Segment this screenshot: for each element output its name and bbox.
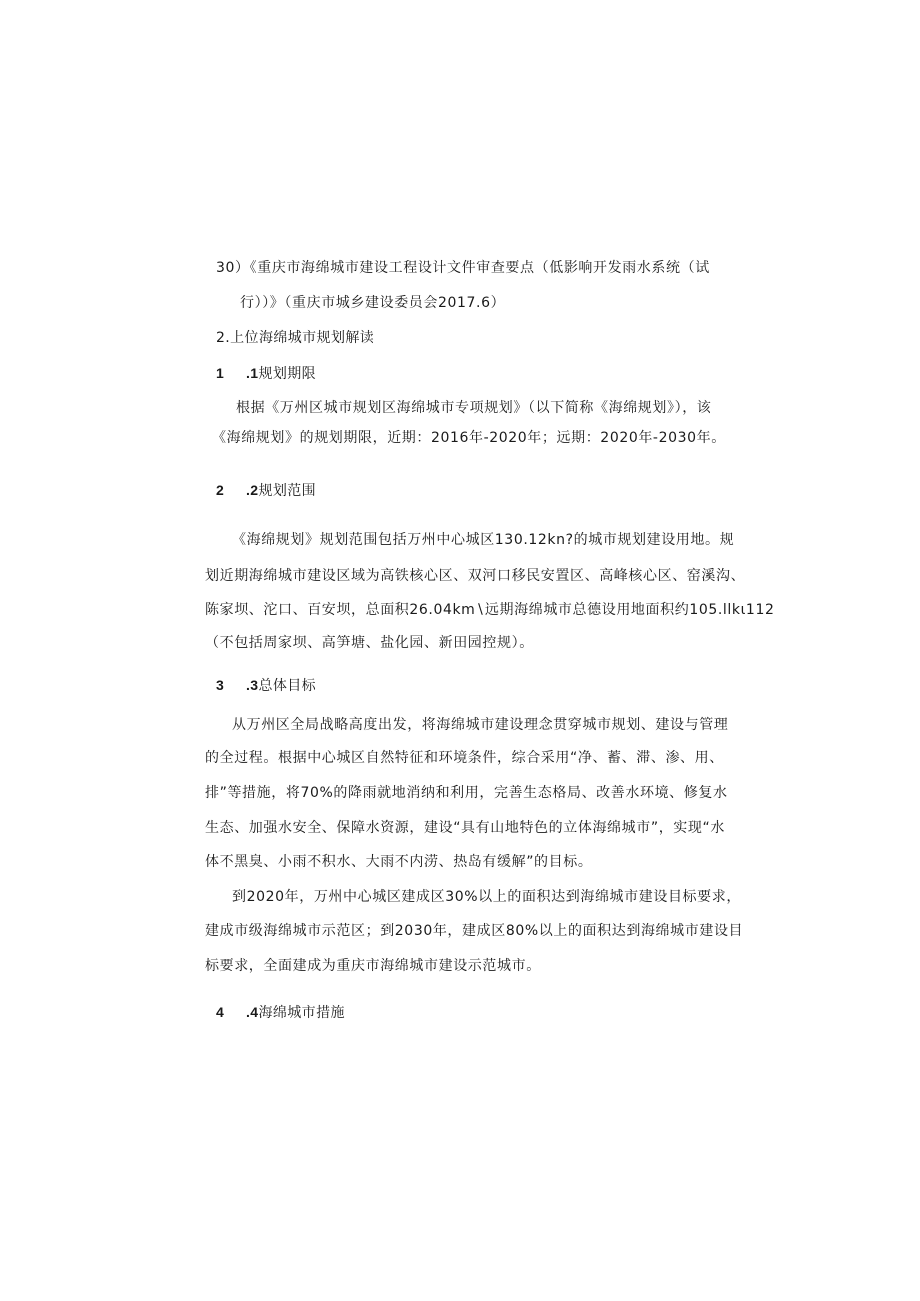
subsection-number-major: 4 [216, 1004, 225, 1020]
paragraph-line: 体不黑臭、小雨不积水、大雨不内涝、热岛有缓解”的目标。 [205, 854, 593, 870]
ref-30-line-1: 30）《重庆市海绵城市建设工程设计文件审查要点（低影响开发雨水系统（试 [216, 260, 710, 276]
paragraph-line: 标要求，全面建成为重庆市海绵城市建设示范城市。 [205, 958, 541, 974]
subsection-number-minor: .3 [246, 677, 259, 693]
subsection-title: 规划期限 [258, 366, 317, 382]
subsection-2-3-heading [216, 675, 316, 696]
paragraph-line: 到2020年，万州中心城区建成区30%以上的面积达到海绵城市建设目标要求， [232, 889, 741, 905]
paragraph-line: 建成市级海绵城市示范区；到2030年，建成区80%以上的面积达到海绵城市建设目 [205, 923, 744, 939]
paragraph-line: 《海绵规划》的规划期限，近期：2016年-2020年；远期：2020年-2030年。 [212, 430, 726, 446]
subsection-2-2-heading [216, 480, 316, 501]
subsection-number-minor: .1 [246, 365, 259, 381]
subsection-number-major: 2 [216, 482, 225, 498]
subsection-title: 海绵城市措施 [258, 1005, 345, 1021]
section-2-heading: 2.上位海绵城市规划解读 [216, 330, 375, 346]
subsection-2-1-heading [216, 363, 316, 384]
paragraph-line: 《海绵规划》规划范围包括万州中心城区130.12kn?的城市规划建设用地。规 [232, 532, 735, 548]
subsection-number-major: 3 [216, 677, 225, 693]
paragraph-line: 陈家坝、沱口、百安坝，总面积26.04km∖远期海绵城市总德设用地面积约105.llkι112 [205, 602, 775, 618]
subsection-number-major: 1 [216, 365, 225, 381]
subsection-title: 总体目标 [258, 678, 317, 694]
paragraph-line: 根据《万州区城市规划区海绵城市专项规划》（以下简称《海绵规划》），该 [236, 400, 712, 416]
subsection-number-minor: .4 [246, 1004, 259, 1020]
paragraph-line: 排”等措施，将70%的降雨就地消纳和利用，完善生态格局、改善水环境、修复水 [205, 785, 728, 801]
subsection-title: 规划范围 [258, 483, 317, 499]
ref-30-line-2: 行））》（重庆市城乡建设委员会2017.6） [240, 295, 506, 311]
subsection-2-4-heading [216, 1002, 345, 1023]
paragraph-line: 的全过程。根据中心城区自然特征和环境条件，综合采用“净、蓄、滞、渗、用、 [205, 750, 724, 766]
paragraph-line: 生态、加强水安全、保障水资源，建设“具有山地特色的立体海绵城市”，实现“水 [205, 820, 725, 836]
paragraph-line: 从万州区全局战略高度出发，将海绵城市建设理念贯穿城市规划、建设与管理 [232, 717, 729, 733]
paragraph-line: （不包括周家坝、高笋塘、盐化园、新田园控规）。 [205, 635, 534, 651]
subsection-number-minor: .2 [246, 482, 259, 498]
paragraph-line: 划近期海绵城市建设区域为高铁核心区、双河口移民安置区、高峰核心区、窑溪沟、 [205, 568, 746, 584]
